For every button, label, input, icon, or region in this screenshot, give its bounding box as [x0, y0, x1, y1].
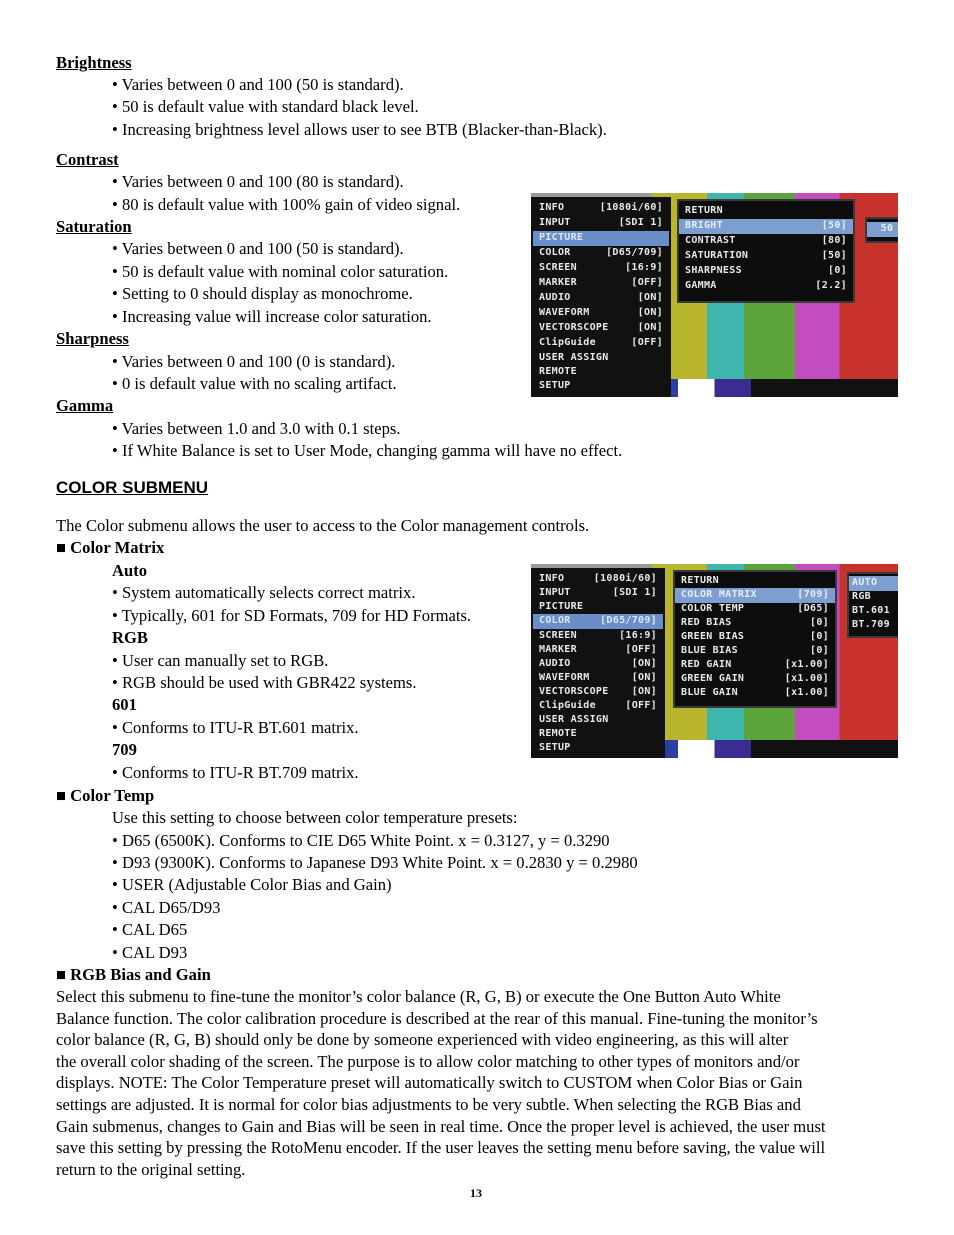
color-temp-bullet-3: • USER (Adjustable Color Bias and Gain) [112, 875, 392, 894]
submenu-item: SATURATION [50] [685, 250, 847, 261]
main-menu-item: INFO [1080i/60] [539, 573, 657, 584]
main-menu-item: ClipGuide [OFF] [539, 337, 663, 348]
saturation-bullet-4: • Increasing value will increase color saturation. [112, 307, 432, 326]
saturation-bullet-3: • Setting to 0 should display as monochrome. [112, 284, 413, 303]
submenu-item: GREEN BIAS [0] [681, 631, 829, 642]
color-temp-heading: ■ Color Temp [56, 786, 155, 805]
submenu-item: GREEN GAIN [x1.00] [681, 673, 829, 684]
matrix-601-bullet: • Conforms to ITU-R BT.601 matrix. [112, 718, 359, 737]
contrast-bullet-1: • Varies between 0 and 100 (80 is standard). [112, 172, 404, 191]
matrix-auto-bullet-1: • System automatically selects correct matrix. [112, 583, 416, 602]
color-submenu-title: COLOR SUBMENU [56, 478, 209, 497]
main-menu-item: SCREEN [16:9] [539, 262, 663, 273]
matrix-709-bullet: • Conforms to ITU-R BT.709 matrix. [112, 763, 359, 782]
matrix-auto-bullet-2: • Typically, 601 for SD Formats, 709 for HD Formats. [112, 606, 472, 625]
sharpness-bullet-2: • 0 is default value with no scaling artifact. [112, 374, 397, 393]
main-menu-item: COLOR [D65/709] [539, 247, 663, 258]
submenu-item: RED GAIN [x1.00] [681, 659, 829, 670]
submenu-item: RED BIAS [0] [681, 617, 829, 628]
value-box-value: 50 [867, 222, 898, 237]
picture-submenu-panel [677, 199, 855, 303]
main-menu-item: MARKER [OFF] [539, 644, 657, 655]
main-menu-item: VECTORSCOPE [ON] [539, 686, 657, 697]
picture-menu-screenshot [531, 193, 898, 397]
gamma-bullet-1: • Varies between 1.0 and 3.0 with 0.1 steps. [112, 419, 401, 438]
main-menu-item: SCREEN [16:9] [539, 630, 657, 641]
saturation-bullet-1: • Varies between 0 and 100 (50 is standard). [112, 239, 404, 258]
color-temp-bullet-4: • CAL D65/D93 [112, 898, 221, 917]
gamma-heading: Gamma [56, 396, 114, 415]
main-menu-item: MARKER [OFF] [539, 277, 663, 288]
rgb-bias-line: color balance (R, G, B) should only be done by someone experienced with video engineering, as this will alter [56, 1030, 789, 1050]
color-temp-intro: Use this setting to choose between color temperature presets: [112, 808, 518, 827]
color-temp-bullet-1: • D65 (6500K). Conforms to CIE D65 White Point. x = 0.3127, y = 0.3290 [112, 831, 610, 850]
rgb-bias-line: displays. NOTE: The Color Temperature preset will automatically switch to CUSTOM when Color Bias or Gain [56, 1073, 803, 1093]
main-menu-item: SETUP [539, 742, 571, 753]
matrix-auto-label: Auto [112, 561, 148, 580]
rgb-bias-line: the overall color shading of the screen. The purpose is to allow color matching to other types of monitors and/or [56, 1051, 800, 1071]
main-menu-item: SETUP [539, 380, 571, 391]
gamma-bullet-2: • If White Balance is set to User Mode, changing gamma will have no effect. [112, 441, 623, 460]
saturation-heading: Saturation [56, 217, 132, 236]
saturation-bullet-2: • 50 is default value with nominal color saturation. [112, 262, 449, 281]
rgb-bias-line: settings are adjusted. It is normal for color bias adjustments to be very subtle. When selecting the RGB Bias and [56, 1094, 801, 1114]
color-temp-bullet-2: • D93 (9300K). Conforms to Japanese D93 White Point. x = 0.2830 y = 0.2980 [112, 853, 638, 872]
rgb-bias-line: Select this submenu to fine-tune the monitor’s color balance (R, G, B) or execute the One Button Auto White [56, 987, 781, 1006]
main-menu-item: WAVEFORM [ON] [539, 307, 663, 318]
main-menu-item: ClipGuide [OFF] [539, 700, 657, 711]
main-menu-item: REMOTE [539, 366, 577, 377]
contrast-heading: Contrast [56, 150, 119, 169]
rgb-bias-paragraph [56, 986, 901, 1180]
submenu-item-selected: BRIGHT [50] [679, 219, 853, 234]
submenu-item: GAMMA [2.2] [685, 280, 847, 291]
matrix-709-label: 709 [112, 740, 137, 759]
main-menu-panel [531, 197, 671, 397]
main-menu-item-selected: PICTURE [533, 231, 669, 246]
main-menu-item: REMOTE [539, 728, 577, 739]
value-box [865, 217, 898, 243]
rgb-bias-line: Balance function. The color calibration procedure is described at the rear of this manual. Fine-tuning the monitor’s [56, 1008, 818, 1028]
main-menu-item: AUDIO [ON] [539, 658, 657, 669]
submenu-item: BLUE GAIN [x1.00] [681, 687, 829, 698]
matrix-601-label: 601 [112, 695, 137, 714]
option-item: BT.709 [852, 619, 890, 630]
submenu-item-selected: COLOR MATRIX [709] [675, 588, 835, 603]
sharpness-bullet-1: • Varies between 0 and 100 (0 is standard). [112, 352, 396, 371]
brightness-bullet-1: • Varies between 0 and 100 (50 is standard). [112, 75, 404, 94]
color-menu-screenshot [531, 564, 898, 758]
main-menu-item: USER ASSIGN [539, 714, 609, 725]
matrix-rgb-label: RGB [112, 628, 148, 647]
rgb-bias-heading: ■ RGB Bias and Gain [56, 965, 211, 984]
main-menu-item: WAVEFORM [ON] [539, 672, 657, 683]
rgb-bias-line: save this setting by pressing the RotoMenu encoder. If the user leaves the setting menu before saving, the value will [56, 1138, 826, 1158]
main-menu-item: AUDIO [ON] [539, 292, 663, 303]
submenu-item: RETURN [681, 575, 719, 586]
option-item: RGB [852, 591, 871, 602]
color-matrix-heading: ■ Color Matrix [56, 538, 165, 557]
main-menu-item: INFO [1080i/60] [539, 202, 663, 213]
color-submenu-panel [673, 570, 837, 708]
page-number: 13 [470, 1186, 482, 1200]
rgb-bias-line: return to the original setting. [56, 1159, 246, 1179]
submenu-item: CONTRAST [80] [685, 235, 847, 246]
main-menu-item: INPUT [SDI 1] [539, 587, 657, 598]
sharpness-heading: Sharpness [56, 329, 129, 348]
color-temp-bullet-5: • CAL D65 [112, 920, 188, 939]
color-temp-bullet-6: • CAL D93 [112, 943, 188, 962]
submenu-item: COLOR TEMP [D65] [681, 603, 829, 614]
submenu-item: RETURN [685, 205, 723, 216]
main-menu-item: PICTURE [539, 601, 584, 612]
contrast-bullet-2: • 80 is default value with 100% gain of video signal. [112, 195, 461, 214]
submenu-item: SHARPNESS [0] [685, 265, 847, 276]
main-menu-item: VECTORSCOPE [ON] [539, 322, 663, 333]
brightness-bullet-3: • Increasing brightness level allows user to see BTB (Blacker-than-Black). [112, 120, 607, 139]
option-item: BT.601 [852, 605, 890, 616]
brightness-heading: Brightness [56, 53, 132, 72]
brightness-bullet-2: • 50 is default value with standard black level. [112, 97, 419, 116]
matrix-rgb-bullet-1: • User can manually set to RGB. [112, 651, 329, 670]
matrix-options-panel [847, 572, 898, 638]
main-menu-panel [531, 568, 665, 758]
main-menu-item: INPUT [SDI 1] [539, 217, 663, 228]
rgb-bias-line: Gain submenus, changes to Gain and Bias will be seen in real time. Once the proper level is achieved, the user must [56, 1116, 826, 1136]
submenu-item: BLUE BIAS [0] [681, 645, 829, 656]
color-submenu-intro: The Color submenu allows the user to access to the Color management controls. [56, 516, 590, 535]
main-menu-item-selected: COLOR [D65/709] [533, 614, 663, 629]
matrix-rgb-bullet-2: • RGB should be used with GBR422 systems. [112, 673, 417, 692]
main-menu-item: USER ASSIGN [539, 352, 609, 363]
option-item-selected: AUTO [849, 576, 898, 591]
